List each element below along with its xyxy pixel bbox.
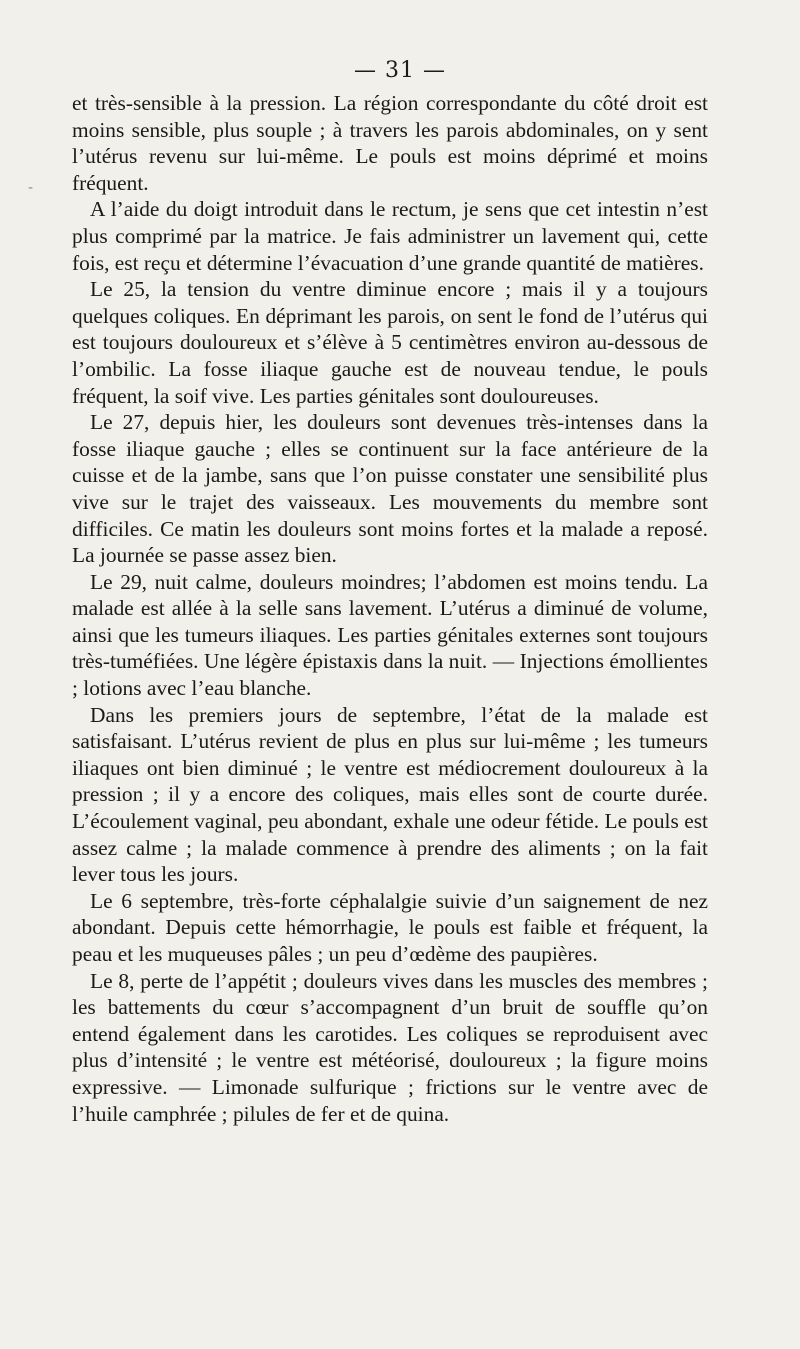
- paragraph-7: Le 6 septembre, très-forte céphalalgie suivie d’un saignement de nez abondant. Depuis cette hémorrhagie, le pouls est faible et fréquent, la peau et les muqueuses pâles ; un peu d’œdème des paupières.: [72, 888, 708, 966]
- page-number: — 31 —: [354, 58, 446, 83]
- paragraph-4: Le 27, depuis hier, les douleurs sont devenues très-intenses dans la fosse iliaque gauche ; elles se continuent sur la face antérieure de la cuisse et de la jambe, sans que l’on puisse constater une sensibilité plus vive sur le trajet des vaisseaux. Les mouvements du membre sont difficiles. Ce matin les douleurs sont moins fortes et la malade a reposé. La journée se passe assez bien.: [72, 410, 708, 568]
- paragraph-2: A l’aide du doigt introduit dans le rectum, je sens que cet intestin n’est plus comprimé par la matrice. Je fais administrer un lavement qui, cette fois, est reçu et détermine l’évacuation d’une grande quantité de matières.: [72, 197, 708, 275]
- paragraph-5: Le 29, nuit calme, douleurs moindres; l’abdomen est moins tendu. La malade est allée à la selle sans lavement. L’utérus a diminué de volume, ainsi que les tumeurs iliaques. Les parties génitales externes sont toujours très-tuméfiées. Une légère épistaxis dans la nuit. — Injections émollientes ; lotions avec l’eau blanche.: [72, 569, 708, 701]
- body-text: [72, 90, 708, 1127]
- margin-mark: -: [28, 180, 34, 196]
- paragraph-3: Le 25, la tension du ventre diminue encore ; mais il y a toujours quelques coliques. En déprimant les parois, on sent le fond de l’utérus qui est toujours douloureux et s’élève à 5 centimètres environ au-dessous de l’ombilic. La fosse iliaque gauche est de nouveau tendue, le pouls fréquent, la soif vive. Les parties génitales sont douloureuses.: [72, 277, 708, 408]
- paragraph-6: Dans les premiers jours de septembre, l’état de la malade est satisfaisant. L’utérus revient de plus en plus sur lui-même ; les tumeurs iliaques ont bien diminué ; le ventre est médiocrement douloureux à la pression ; il y a encore des coliques, mais elles sont de courte durée. L’écoulement vaginal, peu abondant, exhale une odeur fétide. Le pouls est assez calme ; la malade commence à prendre des aliments ; on la fait lever tous les jours.: [72, 702, 708, 887]
- paragraph-1: et très-sensible à la pression. La région correspondante du côté droit est moins sensible, plus souple ; à travers les parois abdominales, on y sent l’utérus revenu sur lui-même. Le pouls est moins déprimé et moins fréquent.: [72, 91, 708, 195]
- paragraph-8: Le 8, perte de l’appétit ; douleurs vives dans les muscles des membres ; les battements du cœur s’accompagnent d’un bruit de souffle qu’on entend également dans les carotides. Les coliques se reproduisent avec plus d’intensité ; le ventre est météorisé, douloureux ; la figure moins expressive. — Limonade sulfurique ; frictions sur le ventre avec de l’huile camphrée ; pilules de fer et de quina.: [72, 968, 708, 1126]
